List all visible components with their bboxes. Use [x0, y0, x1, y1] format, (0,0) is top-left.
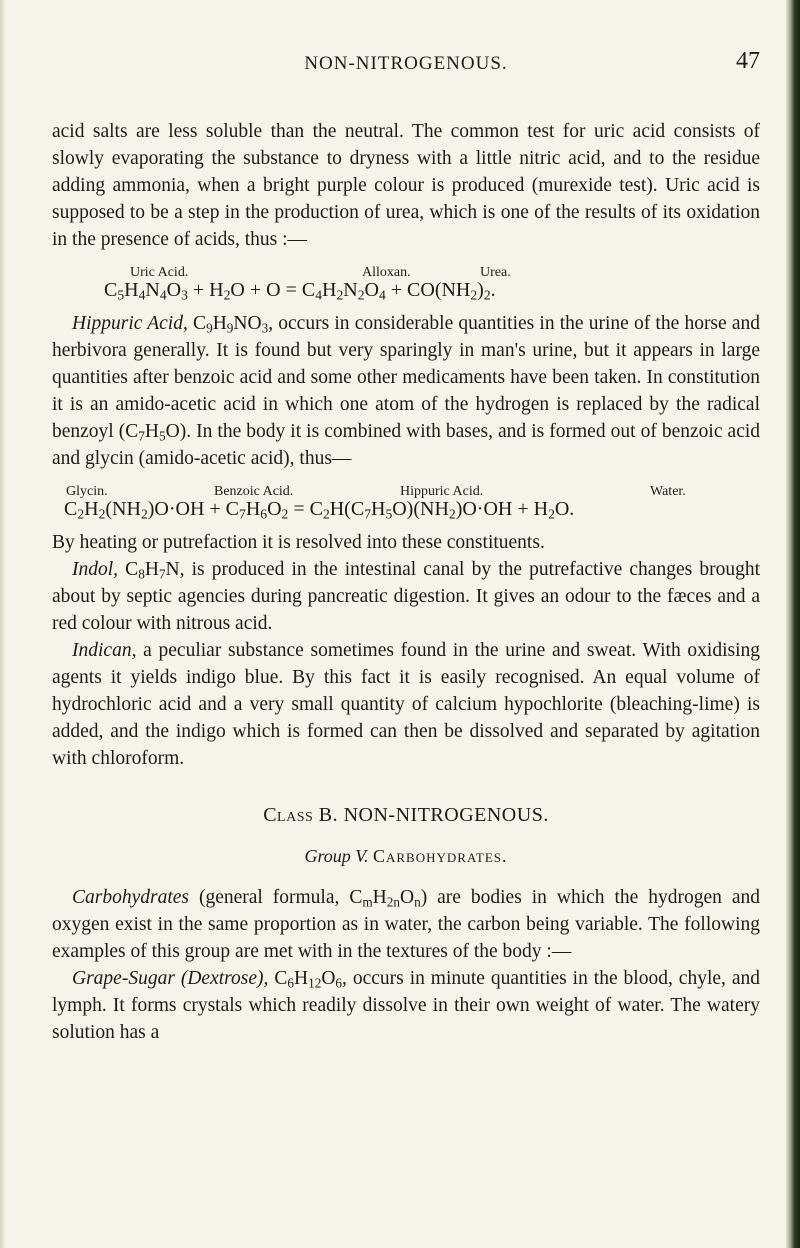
term-carbohydrates: Carbohydrates — [72, 887, 189, 908]
term-indol: Indol, — [72, 559, 119, 580]
paragraph-grape-sugar: Grape-Sugar (Dextrose), $C_6H_{12}O_6$, occurs in minute quantities in the blood, chyle, and lymph. It forms crystals which readily dissolve in their own weight of water. The watery solution has a — [52, 968, 760, 1043]
page-edge-left — [0, 0, 6, 1248]
equation-hippuric-formation: $C_2H_2(NH_2)O\cdot OH + C_7H_6O_2 = C_2H(C_7H_5O)(NH_2)O\cdot OH + H_2O$. — [64, 498, 575, 522]
page-edge-right — [786, 0, 800, 1248]
page-number: 47 — [736, 48, 760, 74]
term-grape-sugar: Grape-Sugar (Dextrose), — [72, 968, 269, 989]
label-water: Water. — [650, 484, 686, 499]
label-alloxan: Alloxan. — [362, 265, 411, 280]
label-urea: Urea. — [480, 265, 511, 280]
equation-labels-uric — [52, 259, 760, 280]
term-indican: Indican, — [72, 640, 137, 661]
page-header — [52, 48, 760, 84]
running-title: NON-NITROGENOUS. — [304, 53, 508, 74]
paragraph-hippuric-acid: Hippuric Acid, $C_9H_9NO_3$, occurs in considerable quantities in the urine of the horse and herbivora generally. It is found but very sparingly in man's urine, but it appears in large quantities after benzoic acid and some other medicaments have been taken. In constitution it is an amido-acetic acid in which one atom of the hydrogen is replaced by the radical benzoyl $(C_7H_5O)$. In the body it is combined with bases, and is formed out of benzoic acid and glycin (amido-acetic acid), thus— — [52, 313, 761, 469]
label-benzoic-acid: Benzoic Acid. — [214, 484, 294, 499]
paragraph-carbohydrates: Carbohydrates (general formula, $C_mH_{2n}O_n$) are bodies in which the hydrogen and oxygen exist in the same proportion as in water, the carbon being variable. The following examples of this group are met with in the textures of the body :— — [52, 887, 760, 962]
class-heading: Class B. NON-NITROGENOUS. — [263, 804, 549, 826]
book-page — [52, 48, 760, 1046]
equation-uric-oxidation: $C_5H_4N_4O_3 + H_2O + O = C_4H_2N_2O_4 + CO(NH_2)_2$. — [104, 279, 496, 303]
label-glycin: Glycin. — [66, 484, 108, 499]
paragraph-resolution: By heating or putrefaction it is resolved into these constituents. — [52, 532, 545, 553]
group-heading: Group V. Carbohydrates. — [304, 846, 508, 866]
label-hippuric-acid: Hippuric Acid. — [400, 484, 484, 499]
equation-labels-hippuric — [52, 478, 760, 499]
term-hippuric-acid: Hippuric Acid, — [72, 313, 188, 334]
label-uric-acid: Uric Acid. — [130, 265, 189, 280]
paragraph-indican: Indican, a peculiar substance sometimes found in the urine and sweat. With oxidising agents it yields indigo blue. By this fact it is easily recognised. An equal volume of hydrochloric acid and a very small quantity of calcium hypochlorite (bleaching-lime) is added, and the indigo which is formed can then be dissolved and separated by agitation with chloroform. — [52, 640, 760, 769]
paragraph-uric-acid: acid salts are less soluble than the neutral. The common test for uric acid consists of slowly evaporating the substance to dryness with a little nitric acid, and to the residue adding ammonia, when a bright purple colour is produced (murexide test). Uric acid is supposed to be a step in the production of urea, which is one of the results of its oxidation in the presence of acids, thus :— — [52, 121, 760, 250]
paragraph-indol: Indol, $C_8H_7N$, is produced in the intestinal canal by the putrefactive changes brought about by septic agencies during pancreatic digestion. It gives an odour to the fæces and a red colour with nitrous acid. — [52, 559, 760, 634]
